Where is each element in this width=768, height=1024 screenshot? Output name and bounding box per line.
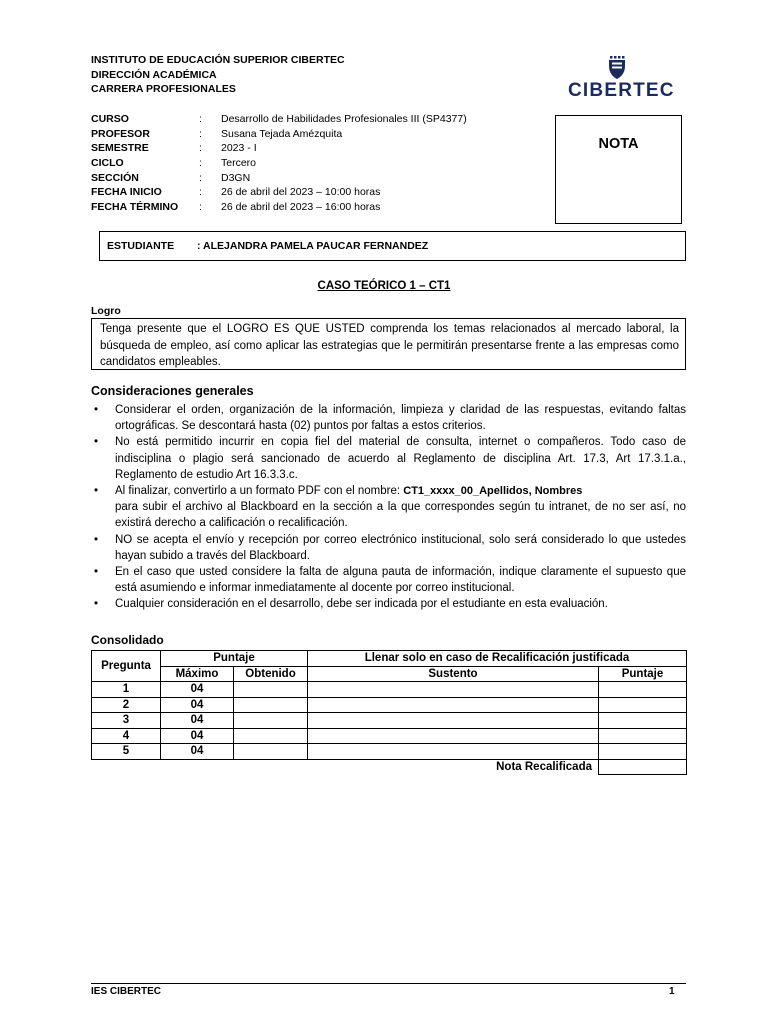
cell-pregunta: 5 [92, 744, 161, 760]
cell-obtenido[interactable] [234, 697, 308, 713]
meta-key: FECHA TÉRMINO [91, 201, 179, 214]
consolidado-title: Consolidado [91, 633, 164, 647]
header-maximo: Máximo [161, 666, 234, 682]
cell-obtenido[interactable] [234, 682, 308, 698]
meta-key: SEMESTRE [91, 142, 149, 155]
meta-sep: : [199, 171, 202, 184]
meta-sep: : [199, 142, 202, 155]
list-item-text: Al finalizar, convertirlo a un formato PDF con el nombre: [115, 485, 404, 498]
header-recalificacion: Llenar solo en caso de Recalificación justificada [308, 651, 687, 667]
footer-divider [91, 983, 686, 984]
cell-maximo: 04 [161, 713, 234, 729]
cell-maximo: 04 [161, 682, 234, 698]
list-item-text: Considerar el orden, organización de la información, limpieza y claridad de las respuestas, evitando faltas ortográficas. Se descontará hasta (02) puntos por faltas a estos criterios. [115, 404, 686, 433]
cell-pregunta: 2 [92, 697, 161, 713]
footer-institution: IES CIBERTEC [91, 986, 162, 997]
table-row [92, 697, 687, 713]
cell-sustento[interactable] [308, 728, 599, 744]
meta-row-fecha-termino [91, 200, 467, 215]
cell-maximo: 04 [161, 728, 234, 744]
meta-value: 2023 - I [221, 142, 257, 155]
table-row [92, 713, 687, 729]
meta-row-semestre [91, 141, 467, 156]
meta-row-profesor [91, 127, 467, 142]
cell-puntaje[interactable] [599, 728, 687, 744]
logro-label: Logro [91, 305, 121, 317]
list-item [91, 596, 686, 612]
meta-row-ciclo [91, 156, 467, 171]
meta-sep: : [199, 201, 202, 214]
list-item [91, 402, 686, 434]
bullet-icon: • [93, 566, 99, 579]
meta-key: PROFESOR [91, 127, 150, 140]
meta-key: CICLO [91, 157, 124, 170]
student-box [99, 231, 686, 261]
cibertec-logo [568, 56, 675, 106]
considerations-title: Consideraciones generales [91, 384, 254, 398]
meta-value: 26 de abril del 2023 – 10:00 horas [221, 186, 381, 199]
table-total-row [92, 759, 687, 775]
list-item-text: para subir el archivo al Blackboard en la sección a la que correspondes según tu intranet, de no ser así, no existirá derecho a calificación o recalificación. [115, 501, 686, 530]
cell-maximo: 04 [161, 744, 234, 760]
bullet-icon: • [93, 436, 99, 449]
header-puntaje-recal: Puntaje [599, 666, 687, 682]
cell-sustento[interactable] [308, 697, 599, 713]
meta-sep: : [199, 157, 202, 170]
considerations-list [91, 402, 686, 613]
meta-key: CURSO [91, 113, 129, 125]
list-item-text: Cualquier consideración en el desarrollo, debe ser indicada por el estudiante en esta evaluación. [115, 598, 608, 611]
student-label: ESTUDIANTE [107, 240, 175, 252]
meta-row-curso [91, 112, 467, 127]
cell-puntaje[interactable] [599, 713, 687, 729]
course-info [91, 112, 467, 215]
cell-pregunta: 1 [92, 682, 161, 698]
document-title: CASO TEÓRICO 1 – CT1 [317, 280, 451, 292]
table-row [92, 728, 687, 744]
list-item-text: NO se acepta el envío y recepción por correo electrónico institucional, solo será considerado lo que ustedes hayan subido a través del Blackboard. [115, 533, 686, 562]
header-pregunta: Pregunta [92, 651, 161, 682]
cell-nota-recalificada[interactable] [599, 759, 687, 775]
meta-value: Tercero [221, 157, 257, 170]
student-name: : ALEJANDRA PAMELA PAUCAR FERNANDEZ [197, 240, 429, 252]
nota-recalificada-label: Nota Recalificada [496, 761, 592, 773]
list-item [91, 564, 686, 596]
meta-value: Desarrollo de Habilidades Profesionales III (SP4377) [221, 113, 467, 125]
meta-sep: : [199, 113, 202, 125]
bullet-icon: • [93, 598, 99, 611]
meta-value: D3GN [221, 171, 251, 184]
institution-header [91, 53, 345, 97]
cell-pregunta: 3 [92, 713, 161, 729]
cell-sustento[interactable] [308, 682, 599, 698]
bullet-icon: • [93, 404, 99, 416]
cell-obtenido[interactable] [234, 728, 308, 744]
cell-puntaje[interactable] [599, 682, 687, 698]
nota-label: NOTA [598, 136, 639, 152]
castle-icon [606, 56, 628, 80]
cell-puntaje[interactable] [599, 697, 687, 713]
meta-key: SECCIÓN [91, 171, 139, 184]
meta-sep: : [199, 127, 202, 140]
institution-name: INSTITUTO DE EDUCACIÓN SUPERIOR CIBERTEC [91, 54, 345, 66]
table-row [92, 682, 687, 698]
nota-box[interactable] [555, 115, 682, 224]
list-item-text: No está permitido incurrir en copia fiel del material de consulta, internet o compañeros. Todo caso de indisciplina o plagio será sancionado de acuerdo al Reglamento de disciplina Art. 17.3, Art 17.3.1.a., Reglamento de estudio Art 16.3.3.c. [115, 436, 686, 481]
cell-pregunta: 4 [92, 728, 161, 744]
bullet-icon: • [93, 485, 99, 498]
bullet-icon: • [93, 533, 99, 546]
meta-key: FECHA INICIO [91, 186, 162, 199]
meta-sep: : [199, 186, 202, 199]
cell-sustento[interactable] [308, 744, 599, 760]
cell-puntaje[interactable] [599, 744, 687, 760]
header-obtenido: Obtenido [234, 666, 308, 682]
page-number: 1 [669, 986, 675, 997]
meta-value: Susana Tejada Amézquita [221, 127, 343, 140]
list-item-text: En el caso que usted considere la falta de alguna pauta de información, indique claramente el supuesto que está asumiendo e informar inmediatamente al docente por correo institucional. [115, 566, 686, 595]
cell-maximo: 04 [161, 697, 234, 713]
consolidado-table [91, 650, 687, 775]
careers-name: CARRERA PROFESIONALES [91, 83, 236, 95]
table-row [92, 744, 687, 760]
direction-name: DIRECCIÓN ACADÉMICA [91, 68, 217, 81]
filename-pattern: CT1_xxxx_00_Apellidos, Nombres [403, 485, 583, 498]
logo-text: CIBERTEC [568, 80, 675, 101]
table-subheader-row [92, 666, 687, 682]
cell-obtenido[interactable] [234, 713, 308, 729]
meta-value: 26 de abril del 2023 – 16:00 horas [221, 201, 381, 214]
header-puntaje: Puntaje [161, 651, 308, 667]
meta-row-fecha-inicio [91, 185, 467, 200]
list-item [91, 532, 686, 564]
cell-sustento[interactable] [308, 713, 599, 729]
meta-row-seccion [91, 171, 467, 186]
table-header-row [92, 651, 687, 667]
list-item [91, 483, 686, 532]
list-item [91, 434, 686, 483]
cell-obtenido[interactable] [234, 744, 308, 760]
header-sustento: Sustento [308, 666, 599, 682]
logro-box: Tenga presente que el LOGRO ES QUE USTED comprenda los temas relacionados al mercado laboral, la búsqueda de empleo, así como aplicar las estrategias que le permitirán presentarse frente a las empresas como candidatos empleables. [91, 318, 686, 370]
